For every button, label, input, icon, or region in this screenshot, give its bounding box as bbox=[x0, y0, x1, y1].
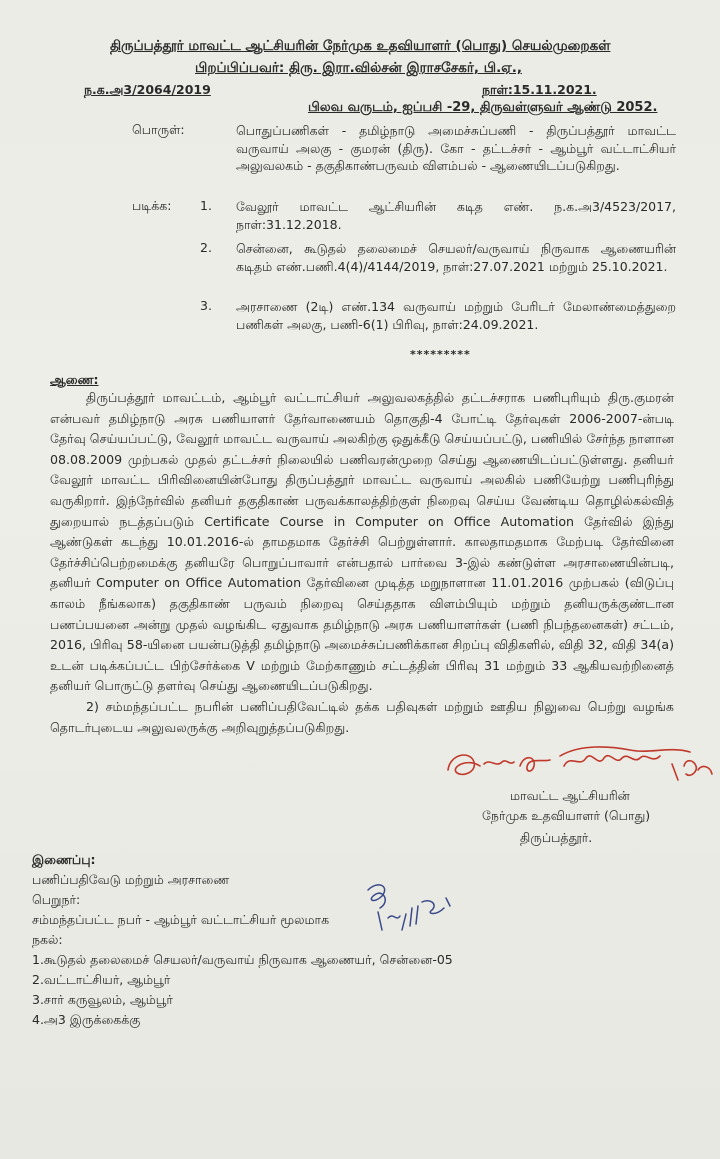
order-body bbox=[50, 388, 674, 738]
reference-item-1: வேலூர் மாவட்ட ஆட்சியரின் கடித எண். ந.க.அ3/4523/2017, நாள்:31.12.2018. bbox=[236, 199, 676, 232]
reference-item-2: சென்னை, கூடுதல் தலைமைச் செயலர்/வருவாய் நிருவாக ஆணையரின் கடிதம் எண்.பணி.4(4)/4144/2019, நாள்:27.07.2021 மற்றும் 25.10.2021. bbox=[236, 241, 676, 274]
reference-number-3: 3. bbox=[200, 298, 212, 313]
reference-number: ந.க.அ3/2064/2019 bbox=[84, 82, 211, 97]
separator-stars: ********* bbox=[410, 348, 471, 361]
subject-text: பொதுப்பணிகள் - தமிழ்நாடு அமைச்சுப்பணி - திருப்பத்தூர் மாவட்ட வருவாய் அலகு - குமரன் (திரு). கோ - தட்டச்சர் - ஆம்பூர் வட்டாட்சியர் அலுவலகம் - தகுதிகாண்பருவம் விளம்பல் - ஆணையிடப்படுகிறது. bbox=[236, 123, 676, 173]
enclosure-text: பணிப்பதிவேடு மற்றும் அரசாணை bbox=[32, 872, 230, 887]
subject-label: பொருள்: bbox=[132, 122, 185, 137]
recipient-label: பெறுநர்: bbox=[32, 892, 81, 907]
issuer-line: பிறப்பிப்பவர்: திரு. இரா.வில்சன் இராசசேகர், பி.ஏ., bbox=[195, 60, 522, 76]
issue-date: நாள்:15.11.2021. bbox=[482, 82, 597, 97]
order-paragraph-2: 2) சம்மந்தப்பட்ட நபரின் பணிப்பதிவேட்டில் தக்க பதிவுகள் மற்றும் ஊதிய நிலுவை பெற்று வழங்க தொடர்புடைய அலுவலருக்கு அறிவுறுத்தப்படுகிறது. bbox=[50, 698, 674, 735]
recipient-text: சம்மந்தப்பட்ட நபர் - ஆம்பூர் வட்டாட்சியர் மூலமாக bbox=[32, 912, 330, 927]
signatory-line-1: மாவட்ட ஆட்சியரின் bbox=[510, 788, 630, 803]
reference-item-3: அரசாணை (2டி) எண்.134 வருவாய் மற்றும் பேரிடர் மேலாண்மைத்துறை பணிகள் அலகு, பணி-6(1) பிரிவு, நாள்:24.09.2021. bbox=[236, 299, 676, 332]
signatory-line-3: திருப்பத்தூர். bbox=[520, 830, 593, 845]
copy-item-4: 4.அ3 இருக்கைக்கு bbox=[32, 1012, 141, 1027]
order-paragraph-1: திருப்பத்தூர் மாவட்டம், ஆம்பூர் வட்டாட்சியர் அலுவலகத்தில் தட்டச்சராக பணிபுரியும் திரு.குமரன் என்பவர் தமிழ்நாடு அரசு பணியாளர் தேர்வாணையம் தொகுதி-4 போட்டி தேர்வுகள் 2006-2007-ன்படி தேர்வு செய்யப்பட்டு, வேலூர் மாவட்ட வருவாய் அலகிற்கு ஒதுக்கீடு செய்யப்பட்டு, பணியில் சேர்ந்த நாளான 08.08.2009 முற்பகல் முதல் தட்டச்சர் நிலையில் பணிவரன்முறை செய்து ஆணையிடப்பட்டுள்ளது. தனியர் வேலூர் மாவட்ட பிரிவினையின்போது திருப்பத்தூர் மாவட்ட வருவாய் அலகில் பணியேற்று பணிபுரிந்து வருகிறார். இந்நேர்வில் தனியர் தகுதிகாண் பருவக்காலத்திற்குள் நிறைவு செய்ய வேண்டிய தொழில்கல்வித் துறையால் நடத்தப்படும் Certificate Course in Computer on Office Automation தேர்வில் இந்து ஆண்டுகள் கடந்து 10.01.2016-ல் தாமதமாக தேர்ச்சி பெற்றுள்ளார். காலதாமதமாக மேற்படி தேர்வினை தேர்ச்சிப்பெற்றமைக்கு தனியரே பொறுப்பாவார் என்பதால் பார்வை 3-இல் கண்டுள்ள அரசாணையின்படி, தனியர் Computer on Office Automation தேர்வினை முடித்த மறுநாளான 11.01.2016 முற்பகல் (விடுப்பு காலம் நீங்கலாக) தகுதிகாண் பருவம் நிறைவு செய்ததாக விளம்பியும் மற்றும் தனியருக்குண்டான பணப்பயனை அன்று முதல் வழங்கிட ஏதுவாக தமிழ்நாடு அரசு பணியாளர்கள் (பணி நிபந்தனைகள்) சட்டம், 2016, பிரிவு 58-யினை பயன்படுத்தி தமிழ்நாடு அமைச்சுப்பணிக்கான சிறப்பு விதிகளில், விதி 32, விதி 34(a) உடன் படிக்கப்பட்ட பிற்சேர்க்கை V மற்றும் மேற்காணும் சட்டத்தின் பிரிவு 31 மற்றும் 33 ஆகியவற்றினைத் தனியர் பொருட்டு தளர்வு செய்து ஆணையிடப்படுகிறது. bbox=[50, 390, 674, 694]
tamil-calendar-date: பிலவ வருடம், ஐப்பசி -29, திருவள்ளுவர் ஆண்டு 2052. bbox=[308, 100, 658, 115]
reference-number-1: 1. bbox=[200, 198, 212, 213]
order-heading: ஆணை: bbox=[50, 372, 99, 387]
enclosure-label: இணைப்பு: bbox=[32, 852, 96, 867]
copy-item-2: 2.வட்டாட்சியர், ஆம்பூர் bbox=[32, 972, 171, 987]
initials-ink bbox=[360, 878, 470, 938]
copy-label: நகல்: bbox=[32, 932, 63, 947]
office-title: திருப்பத்தூர் மாவட்ட ஆட்சியரின் நேர்முக உதவியாளர் (பொது) செயல்முறைகள் bbox=[110, 38, 611, 54]
reference-number-2: 2. bbox=[200, 240, 212, 255]
signatory-line-2: நேர்முக உதவியாளர் (பொது) bbox=[482, 808, 651, 823]
copy-item-3: 3.சார் கருவூலம், ஆம்பூர் bbox=[32, 992, 173, 1007]
references-label: படிக்க: bbox=[132, 198, 172, 213]
copy-item-1: 1.கூடுதல் தலைமைச் செயலர்/வருவாய் நிருவாக ஆணையர், சென்னை-05 bbox=[32, 952, 453, 967]
